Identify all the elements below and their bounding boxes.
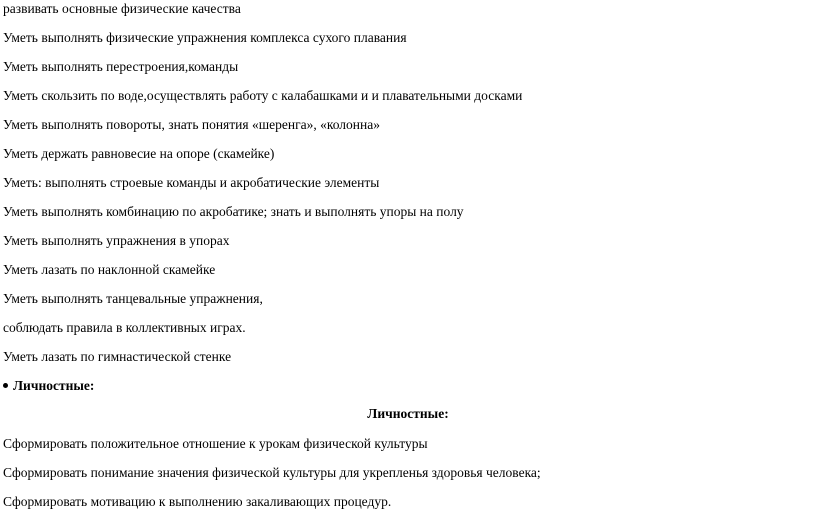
text-line-13: Уметь лазать по гимнастической стенке — [3, 349, 232, 364]
personal-line-3: Сформировать мотивацию к выполнению закаливающих процедур. — [3, 494, 392, 509]
text-line-4: Уметь скользить по воде,осуществлять работу с калабашками и и плавательными досками — [3, 88, 523, 103]
personal-line-1: Сформировать положительное отношение к урокам физической культуры — [3, 436, 428, 451]
centered-heading: Личностные: — [367, 406, 449, 421]
text-line-2: Уметь выполнять физические упражнения комплекса сухого плавания — [3, 30, 407, 45]
text-line-5: Уметь выполнять повороты, знать понятия «шеренга», «колонна» — [3, 117, 380, 132]
text-line-1: развивать основные физические качества — [3, 1, 241, 16]
text-line-8: Уметь выполнять комбинацию по акробатике; знать и выполнять упоры на полу — [3, 204, 464, 219]
text-line-3: Уметь выполнять перестроения,команды — [3, 59, 239, 74]
bullet-icon — [3, 383, 8, 388]
text-line-11: Уметь выполнять танцевальные упражнения, — [3, 291, 263, 306]
text-line-6: Уметь держать равновесие на опоре (скамейке) — [3, 146, 275, 161]
bullet-heading — [3, 378, 94, 394]
text-line-9: Уметь выполнять упражнения в упорах — [3, 233, 230, 248]
text-line-10: Уметь лазать по наклонной скамейке — [3, 262, 216, 277]
bullet-heading-text: Личностные: — [13, 378, 95, 393]
personal-line-2: Сформировать понимание значения физической культуры для укрепленья здоровья человека; — [3, 465, 541, 480]
text-line-12: соблюдать правила в коллективных играх. — [3, 320, 246, 335]
text-line-7: Уметь: выполнять строевые команды и акробатические элементы — [3, 175, 380, 190]
